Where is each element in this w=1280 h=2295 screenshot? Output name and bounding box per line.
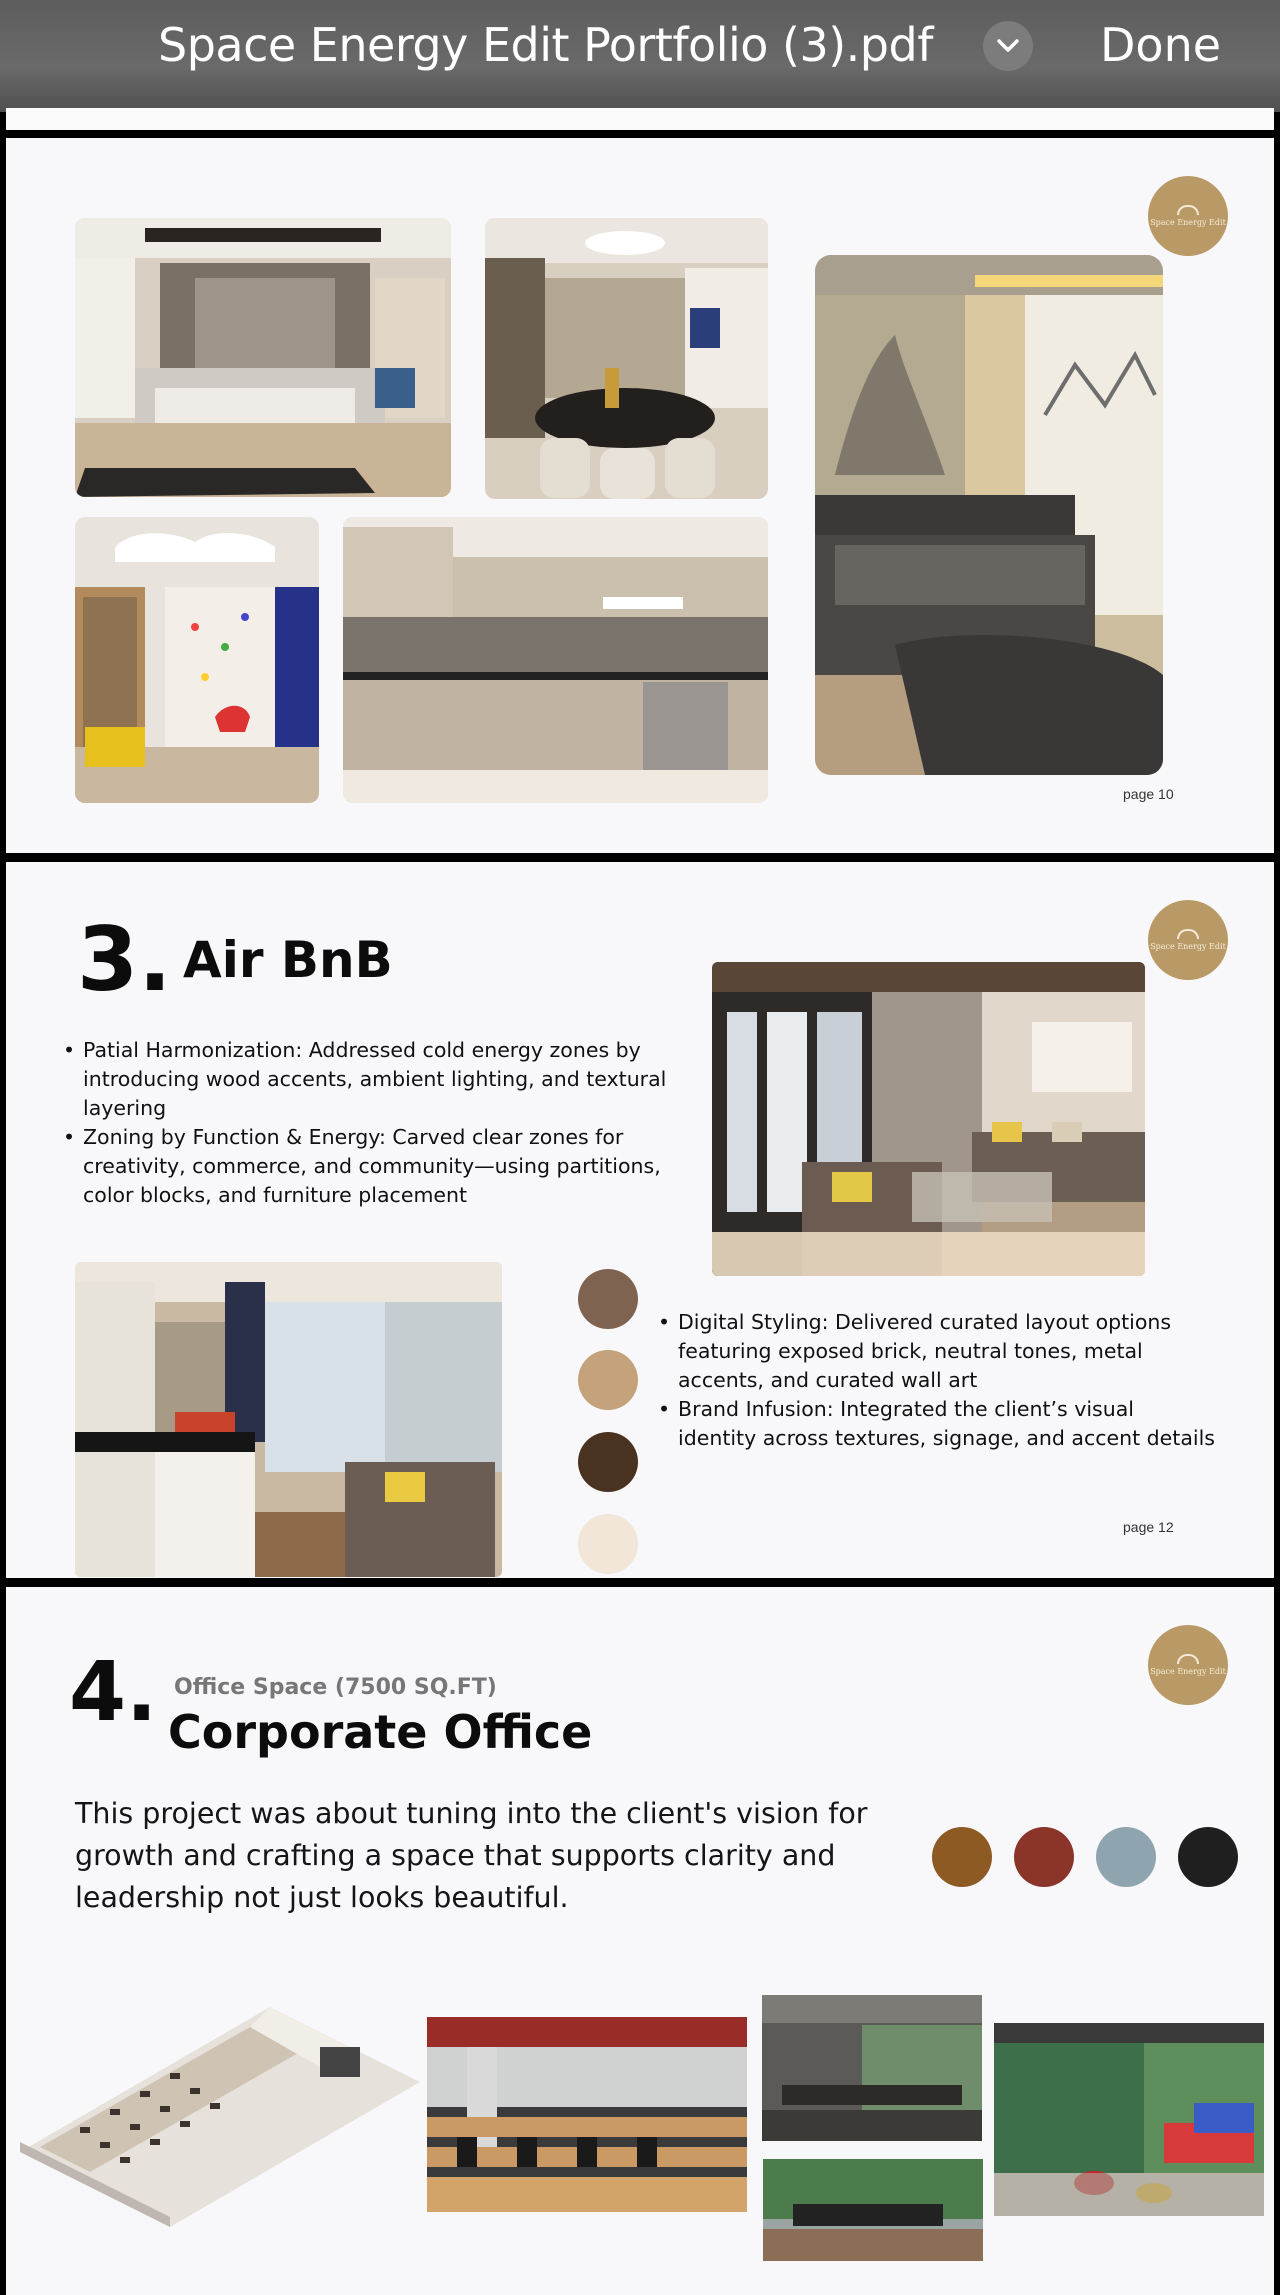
bullet-item: • Digital Styling: Delivered curated layout options featuring exposed brick, neutral tones, metal accents, and curated wall art [658, 1308, 1218, 1395]
airbnb-kitchen-photo [75, 1262, 502, 1577]
modular-kitchen-photo [343, 517, 768, 803]
airbnb-living-room-photo [712, 962, 1145, 1276]
logo-text: Space Energy Edit [1150, 1667, 1226, 1676]
color-swatch [578, 1269, 638, 1329]
color-swatch [578, 1514, 638, 1574]
pdf-page-10[interactable] [6, 138, 1274, 853]
lotus-icon [1177, 929, 1199, 939]
section-title: Corporate Office [168, 1705, 593, 1759]
color-swatch [578, 1432, 638, 1492]
conference-room-photo [762, 1995, 982, 2141]
project-description: This project was about tuning into the client's vision for growth and crafting a space that supports clarity and leadership not just looks beautiful. [75, 1797, 868, 1914]
page-number: page 12 [1123, 1519, 1174, 1535]
bullet-item: • Patial Harmonization: Addressed cold energy zones by introducing wood accents, ambient lighting, and textural layering [63, 1036, 703, 1123]
bullet-list-top [63, 1036, 703, 1210]
logo-text: Space Energy Edit [1150, 218, 1226, 227]
chevron-down-icon[interactable] [983, 21, 1033, 71]
page-number: page 10 [1123, 786, 1174, 802]
office-floorplan-render [20, 1987, 420, 2227]
lounge-area-photo [994, 2023, 1264, 2216]
logo-text: Space Energy Edit [1150, 942, 1226, 951]
section-title: Air BnB [183, 931, 393, 989]
color-swatch [578, 1350, 638, 1410]
bullet-item: • Brand Infusion: Integrated the client’s visual identity across textures, signage, and accent details [658, 1395, 1218, 1453]
recreation-area-photo [763, 2159, 983, 2261]
viewer-toolbar [0, 0, 1280, 112]
bedroom-render-photo [75, 218, 451, 497]
brand-logo [1148, 1625, 1228, 1705]
previous-page-edge [6, 108, 1274, 130]
pdf-page-corporate-office[interactable] [6, 1587, 1274, 2295]
color-swatch [1014, 1827, 1074, 1887]
section-subtitle: Office Space (7500 SQ.FT) [174, 1675, 497, 1700]
bullet-item: • Zoning by Function & Energy: Carved clear zones for creativity, commerce, and community—using partitions, color blocks, and furniture placement [63, 1123, 703, 1210]
bullet-list-bottom [658, 1308, 1218, 1453]
pdf-page-12[interactable] [6, 862, 1274, 1578]
done-button[interactable]: Done [1100, 18, 1222, 72]
lotus-icon [1177, 205, 1199, 215]
lotus-icon [1177, 1654, 1199, 1664]
color-swatch [1096, 1827, 1156, 1887]
section-number: 3. [77, 908, 172, 1011]
kids-playroom-photo [75, 517, 319, 803]
brand-logo [1148, 900, 1228, 980]
office-workstations-photo [427, 2017, 747, 2212]
brand-logo [1148, 176, 1228, 256]
color-swatch [932, 1827, 992, 1887]
color-swatch [1178, 1827, 1238, 1887]
dining-room-photo [485, 218, 768, 499]
master-bedroom-photo [815, 255, 1163, 775]
section-number: 4. [69, 1645, 158, 1740]
document-title[interactable]: Space Energy Edit Portfolio (3).pdf [158, 18, 933, 72]
